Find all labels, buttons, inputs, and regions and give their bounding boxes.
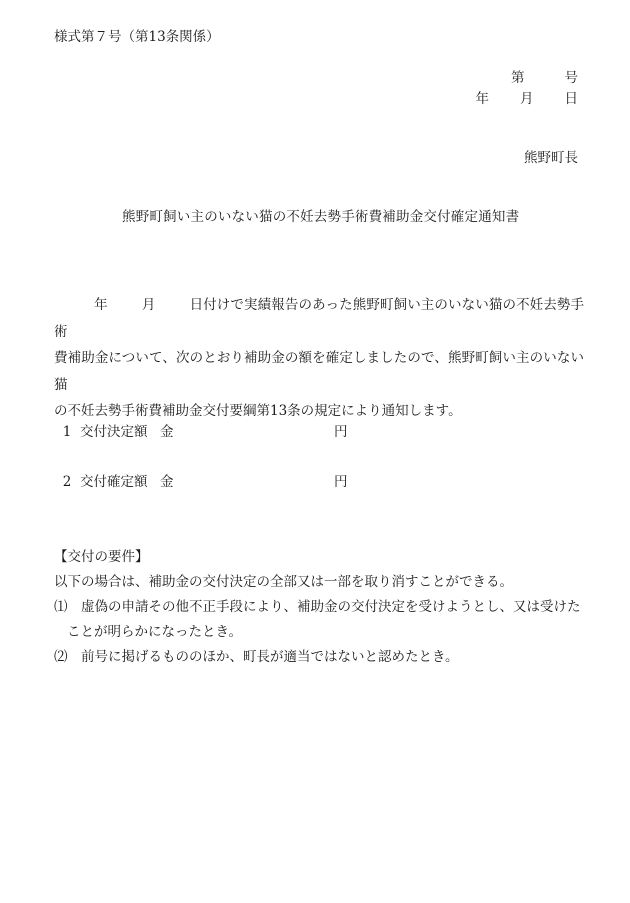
amount-row-decided bbox=[54, 420, 348, 440]
item-line-1: 前号に掲げるもののほか、町長が適当ではないと認めたとき。 bbox=[81, 649, 459, 665]
amount-row-confirmed bbox=[54, 470, 348, 490]
currency-prefix: 金 bbox=[160, 474, 174, 490]
requirements-section bbox=[54, 570, 584, 670]
body-year: 年 bbox=[94, 297, 108, 313]
currency-unit: 円 bbox=[334, 424, 348, 440]
body-line-3: の不妊去勢手術費補助金交付要綱第13条の規定により通知します。 bbox=[54, 403, 462, 419]
currency-prefix: 金 bbox=[160, 424, 174, 440]
requirements-intro: 以下の場合は、補助金の交付決定の全部又は一部を取り消すことができる。 bbox=[54, 574, 513, 590]
amount-label: 交付決定額 bbox=[80, 424, 148, 440]
date-year: 年 bbox=[475, 91, 489, 107]
item-text bbox=[81, 595, 584, 620]
item-text bbox=[81, 645, 584, 670]
form-number-label: 様式第７号（第13条関係） bbox=[54, 29, 220, 45]
issuer-name: 熊野町長 bbox=[524, 150, 578, 166]
issue-date-line bbox=[476, 87, 579, 107]
document-title: 熊野町飼い主のいない猫の不妊去勢手術費補助金交付確定通知書 bbox=[122, 209, 520, 225]
item-line-2: ことが明らかになったとき。 bbox=[67, 624, 242, 640]
number-suffix: 号 bbox=[564, 70, 578, 86]
body-line-1 bbox=[54, 292, 584, 345]
date-month: 月 bbox=[520, 91, 534, 107]
number-prefix: 第 bbox=[511, 70, 525, 86]
body-line-1-text: 日付けで実績報告のあった熊野町飼い主のいない猫の不妊去勢手術 bbox=[54, 297, 585, 340]
notice-body bbox=[54, 292, 584, 425]
requirement-item bbox=[54, 645, 584, 670]
date-day: 日 bbox=[564, 91, 578, 107]
item-mark: ⑴ bbox=[54, 599, 68, 615]
document-number-line bbox=[511, 66, 578, 86]
requirements-heading: 【交付の要件】 bbox=[54, 549, 149, 565]
body-line-2: 費補助金について、次のとおり補助金の額を確定しましたので、熊野町飼い主のいない猫 bbox=[54, 350, 584, 393]
requirement-item bbox=[54, 595, 584, 620]
currency-unit: 円 bbox=[334, 474, 348, 490]
amount-number: 1 bbox=[62, 424, 72, 440]
item-mark: ⑵ bbox=[54, 649, 68, 665]
body-month: 月 bbox=[141, 297, 156, 313]
amount-label: 交付確定額 bbox=[80, 474, 148, 490]
amount-number: 2 bbox=[62, 474, 72, 490]
item-line-1: 虚偽の申請その他不正手段により、補助金の交付決定を受けようとし、又は受けた bbox=[81, 599, 581, 615]
